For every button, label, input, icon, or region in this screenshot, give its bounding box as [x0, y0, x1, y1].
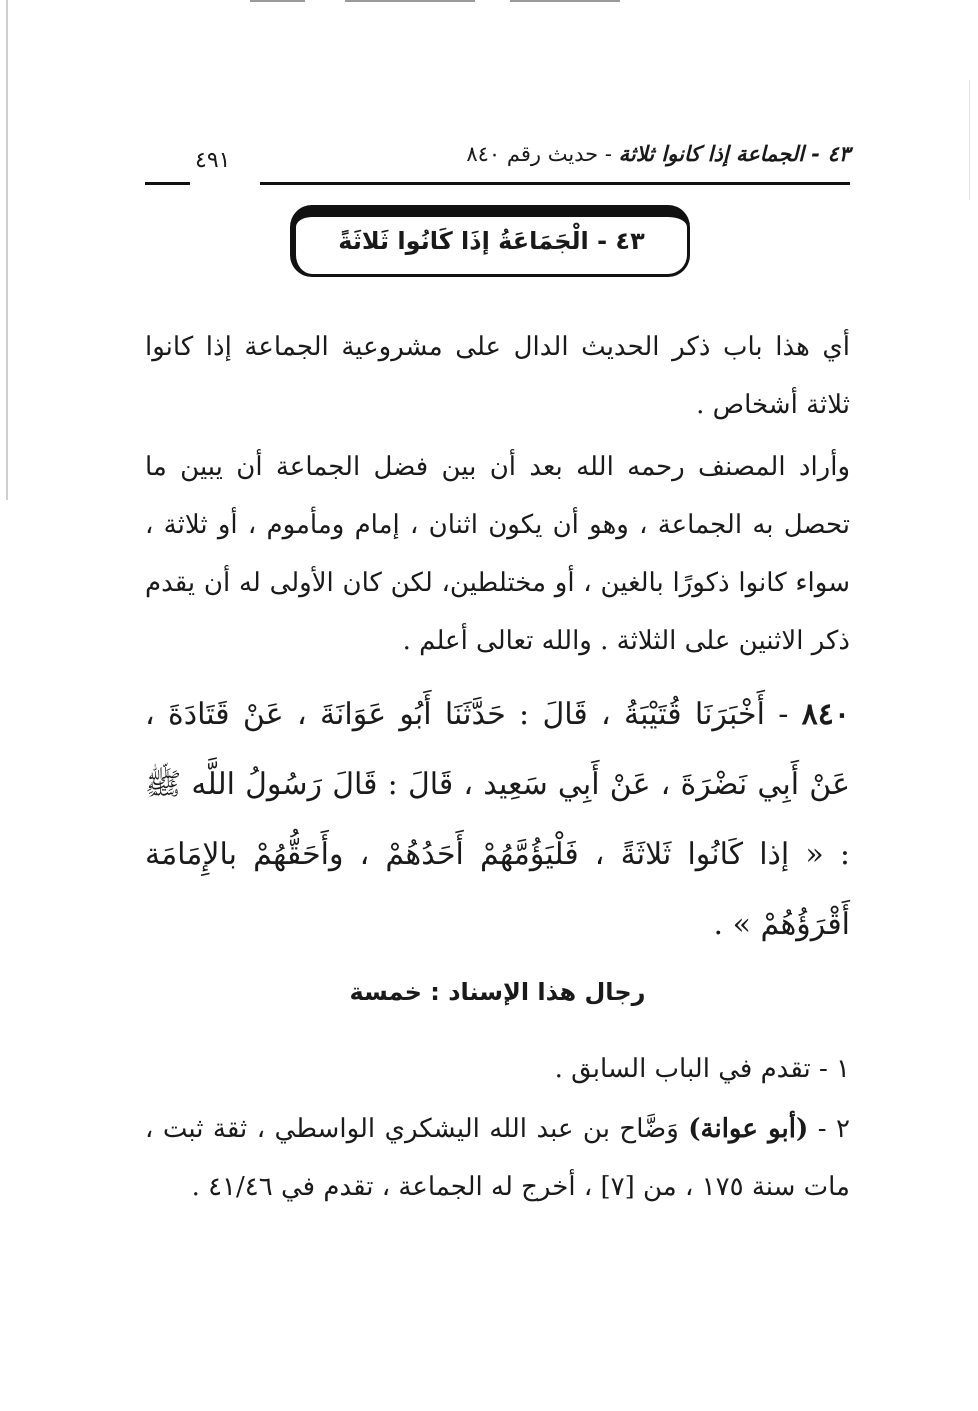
page-number: ٤٩١ — [195, 148, 231, 173]
paragraph-intro: أي هذا باب ذكر الحديث الدال على مشروعية الجماعة إذا كانوا ثلاثة أشخاص . — [145, 332, 850, 420]
hadith-number: ٨٤٠ — [801, 697, 850, 732]
top-dash-left — [250, 0, 305, 2]
running-header-rule — [260, 182, 850, 185]
scan-right-edge — [969, 80, 970, 200]
narrator-item-2 — [145, 1100, 850, 1216]
top-dash-middle — [345, 0, 475, 2]
narrator-item-2-number: ٢ - — [808, 1114, 850, 1144]
chapter-heading-box — [290, 205, 690, 277]
narrator-item-2-name: (أبو عوانة) — [688, 1114, 809, 1144]
scan-left-edge — [6, 0, 8, 500]
running-header-separator: - — [598, 142, 619, 166]
running-header-hadith-ref: حديث رقم ٨٤٠ — [466, 142, 599, 166]
running-header-chapter: ٤٣ - الجماعة إذا كانوا ثلاثة — [618, 142, 850, 166]
running-header — [145, 140, 850, 185]
narrators-heading: رجال هذا الإسناد : خمسة — [349, 978, 646, 1006]
page-number-rule — [145, 182, 190, 185]
hadith-block — [145, 680, 850, 960]
narrator-item-2-text: وَضَّاح بن عبد الله اليشكري الواسطي ، ثقة ثبت ، مات سنة ١٧٥ ، من [٧] ، أخرج له الجماعة ، تقدم في ٤١/٤٦ . — [145, 1114, 850, 1202]
top-dash-right — [510, 0, 620, 2]
chapter-heading: ٤٣ - الْجَمَاعَةُ إذَا كَانُوا ثَلاثَةً — [338, 227, 645, 255]
narrator-item-1: ١ - تقدم في الباب السابق . — [554, 1054, 850, 1084]
running-header-title — [466, 142, 850, 166]
paragraph-explanation: وأراد المصنف رحمه الله بعد أن بين فضل الجماعة أن يبين ما تحصل به الجماعة ، وهو أن يكون اثنان ، إمام ومأموم ، أو ثلاثة ، سواء كانوا ذكورًا بالغين ، أو مختلطين، لكن كان الأولى له أن يقدم ذكر الاثنين على الثلاثة . والله تعالى أعلم . — [145, 452, 850, 656]
hadith-text: - أَخْبَرَنَا قُتَيْبَةُ ، قَالَ : حَدَّثَنَا أَبُو عَوَانَةَ ، عَنْ قَتَادَةَ ، عَنْ أَبِي نَضْرَةَ ، عَنْ أَبِي سَعِيد ، قَالَ : قَالَ رَسُولُ اللَّه ﷺ : « إذا كَانُوا ثَلاثَةً ، فَلْيَؤُمَّهُمْ أَحَدُهُمْ ، وأَحَقُّهُمْ بالإِمَامَة أَقْرَؤُهُمْ » . — [145, 697, 850, 942]
